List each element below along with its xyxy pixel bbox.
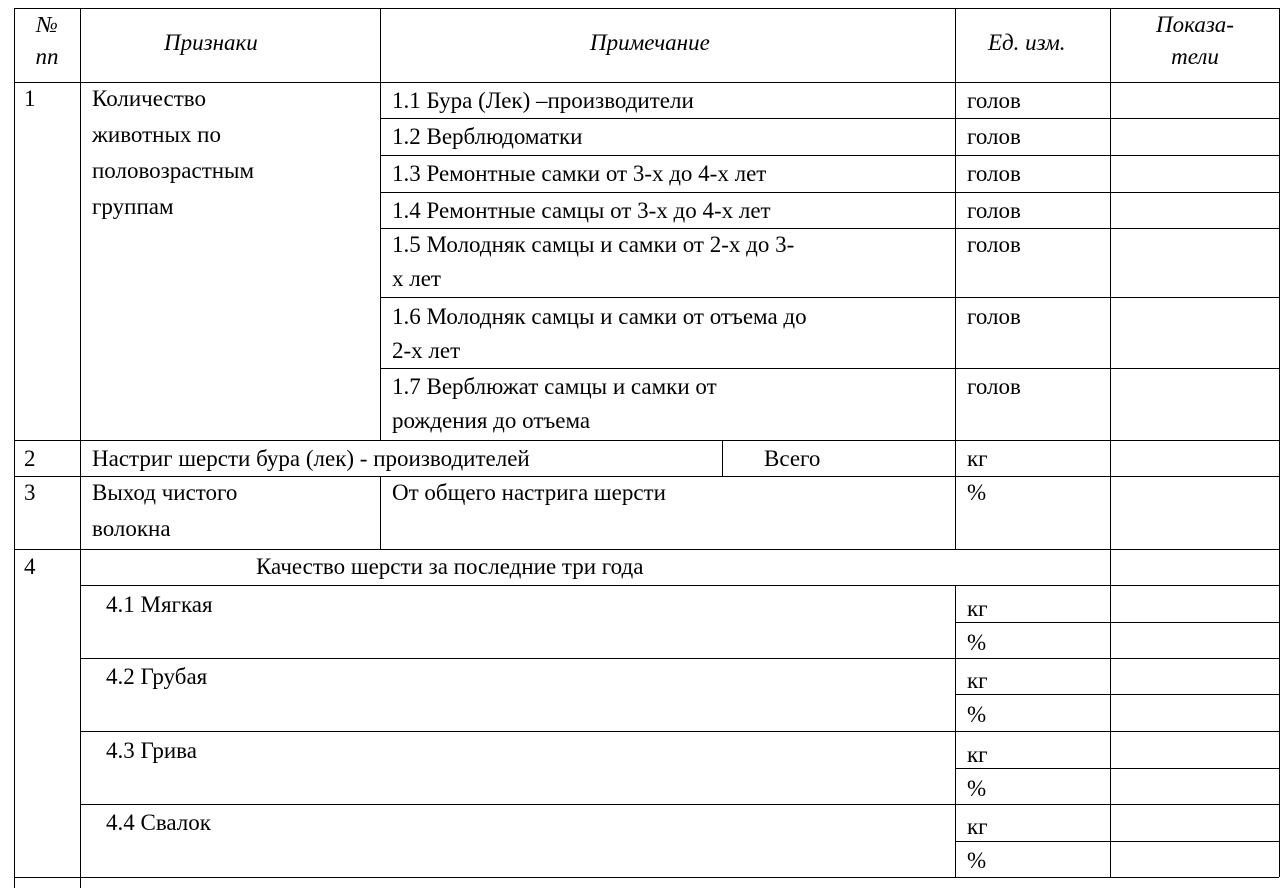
unit-text: голов	[967, 161, 1021, 186]
row-number: 2	[24, 446, 36, 471]
unit-text: голов	[967, 232, 1021, 257]
note-text: х лет	[392, 266, 441, 291]
header-num: №	[36, 12, 58, 37]
rule	[955, 622, 1279, 623]
unit-text: кг	[967, 668, 988, 693]
rule	[14, 8, 15, 888]
note-text: 2-х лет	[392, 338, 461, 363]
sign-text: половозрастным	[92, 158, 255, 183]
sign-text: Количество	[92, 86, 206, 111]
sign-text: животных по	[92, 122, 221, 147]
rule	[80, 8, 81, 888]
header-values: тели	[1171, 44, 1219, 69]
row-number: 3	[24, 480, 36, 505]
quality-label: 4.4 Свалок	[106, 810, 211, 835]
sign-text: Настриг шерсти бура (лек) - производителей	[92, 446, 530, 471]
quality-label: 4.3 Грива	[106, 738, 197, 763]
quality-label: 4.1 Мягкая	[106, 592, 213, 617]
rule	[14, 877, 1279, 878]
rule	[380, 192, 1279, 193]
unit-text: кг	[967, 596, 988, 621]
rule	[14, 549, 1279, 550]
row-number: 1	[24, 86, 36, 111]
rule	[14, 440, 1279, 441]
note-text: рождения до отъема	[392, 408, 591, 433]
unit-text: %	[967, 776, 987, 801]
rule	[380, 228, 1279, 229]
unit-text: кг	[967, 742, 988, 767]
sign-text: волокна	[92, 516, 171, 541]
note-text: Всего	[764, 446, 821, 471]
rule	[380, 118, 1279, 119]
note-text: 1.7 Верблюжат самцы и самки от	[392, 374, 717, 399]
note-text: 1.3 Ремонтные самки от 3-х до 4-х лет	[392, 161, 767, 186]
rule	[14, 476, 1279, 477]
unit-text: кг	[967, 814, 988, 839]
rule	[380, 155, 1279, 156]
note-text: От общего настрига шерсти	[392, 480, 666, 505]
sign-text: группам	[92, 194, 174, 219]
rule	[80, 731, 1279, 732]
unit-text: %	[967, 702, 987, 727]
quality-label: 4.2 Грубая	[106, 664, 208, 689]
unit-text: голов	[967, 88, 1021, 113]
unit-text: голов	[967, 124, 1021, 149]
rule	[380, 8, 381, 440]
unit-text: кг	[967, 446, 988, 471]
rule	[955, 8, 956, 549]
note-text: 1.4 Ремонтные самцы от 3-х до 4-х лет	[392, 198, 771, 223]
note-text: 1.6 Молодняк самцы и самки от отъема до	[392, 304, 807, 329]
header-unit: Ед. изм.	[988, 30, 1066, 55]
header-num: пп	[35, 44, 59, 69]
rule	[955, 841, 1279, 842]
note-text: 1.1 Бура (Лек) –производители	[392, 88, 694, 113]
header-note: Примечание	[590, 30, 710, 55]
rule	[955, 768, 1279, 769]
row-number: 4	[24, 554, 36, 579]
unit-text: голов	[967, 304, 1021, 329]
rule	[80, 585, 1279, 586]
rule	[1110, 8, 1111, 877]
rule	[380, 297, 1279, 298]
rule	[955, 694, 1279, 695]
unit-text: голов	[967, 198, 1021, 223]
unit-text: голов	[967, 374, 1021, 399]
rule	[14, 8, 1279, 9]
rule	[380, 368, 1279, 369]
rule	[722, 440, 723, 476]
section-title: Качество шерсти за последние три года	[256, 554, 644, 579]
header-signs: Признаки	[164, 30, 258, 55]
unit-text: %	[967, 630, 987, 655]
rule	[80, 804, 1279, 805]
header-values: Показа-	[1156, 12, 1234, 37]
note-text: 1.5 Молодняк самцы и самки от 2-х до 3-	[392, 232, 795, 257]
rule	[80, 658, 1279, 659]
rule	[955, 585, 956, 877]
unit-text: %	[967, 848, 987, 873]
note-text: 1.2 Верблюдоматки	[392, 124, 583, 149]
rule	[380, 476, 381, 549]
unit-text: %	[967, 480, 987, 505]
sign-text: Выход чистого	[92, 480, 238, 505]
rule	[14, 82, 1279, 83]
